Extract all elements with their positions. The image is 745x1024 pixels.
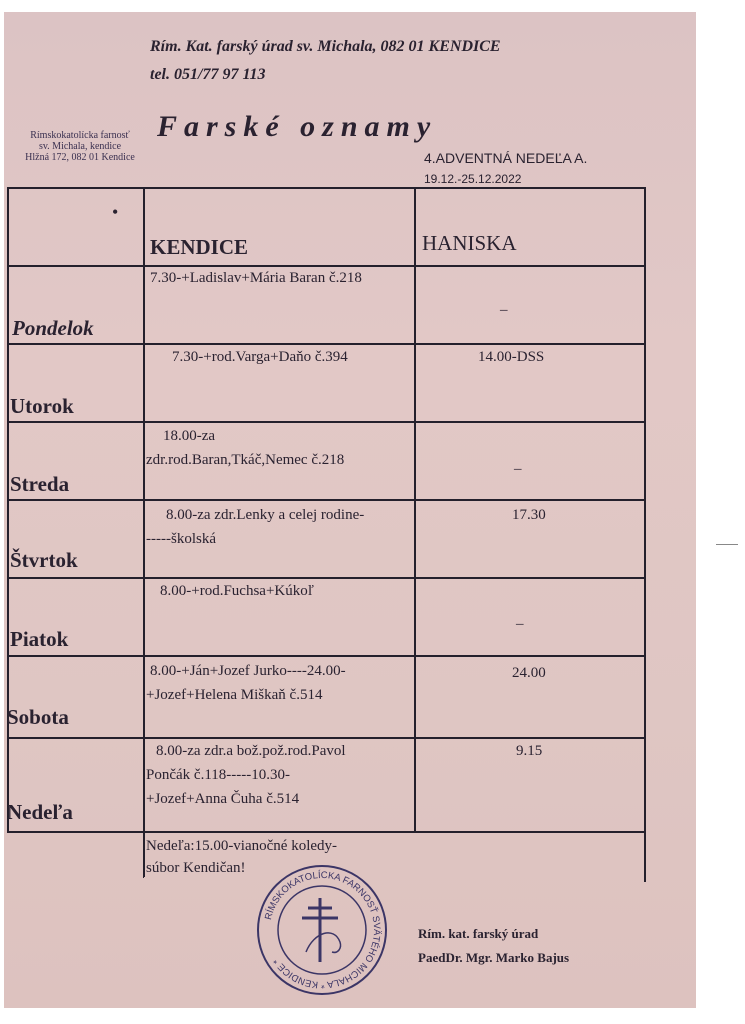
day-piatok: Piatok bbox=[10, 627, 69, 651]
kendice-mass-sobota-line-2: +Jozef+Helena Miškaň č.514 bbox=[146, 687, 323, 703]
table-divider-parish bbox=[414, 187, 416, 832]
small-stamp-line-1: Rímskokatolícka farnosť bbox=[30, 130, 130, 141]
kendice-mass-nedela-line-3: +Jozef+Anna Čuha č.514 bbox=[146, 791, 300, 807]
parish-seal bbox=[254, 862, 390, 998]
row-divider bbox=[7, 577, 646, 579]
row-divider bbox=[7, 831, 646, 833]
note-line-1: Nedeľa:15.00-vianočné koledy- bbox=[146, 838, 338, 854]
scan-edge-mark bbox=[716, 544, 738, 545]
table-border-left bbox=[7, 187, 9, 832]
note-corner bbox=[143, 877, 144, 878]
column-header-kendice: KENDICE bbox=[150, 235, 249, 259]
small-parish-stamp bbox=[10, 130, 150, 163]
week-dates: 19.12.-25.12.2022 bbox=[424, 172, 522, 186]
kendice-mass-streda-line-2: zdr.rod.Baran,Tkáč,Nemec č.218 bbox=[146, 452, 345, 468]
kendice-mass-nedela-line-1: 8.00-za zdr.a bož.pož.rod.Pavol bbox=[156, 743, 346, 759]
kendice-mass-pondelok: 7.30-+Ladislav+Mária Baran č.218 bbox=[150, 270, 362, 286]
seal-inner-ring bbox=[278, 886, 366, 974]
parish-phone: tel. 051/77 97 113 bbox=[150, 66, 266, 83]
row-divider bbox=[7, 655, 646, 657]
small-stamp-line-3: Hlžná 172, 082 01 Kendice bbox=[25, 152, 135, 163]
kendice-mass-sobota-line-1: 8.00-+Ján+Jozef Jurko----24.00- bbox=[150, 663, 346, 679]
haniska-mass-sobota: 24.00 bbox=[512, 665, 546, 681]
day-sobota: Sobota bbox=[7, 705, 69, 729]
parish-office-address: Rím. Kat. farský úrad sv. Michala, 082 01 KENDICE bbox=[150, 38, 501, 55]
seal-text: RÍMSKOKATOLÍCKA FARNOSŤ SVÄTÉHO MICHALA * KENDICE * bbox=[263, 869, 383, 991]
signature-office: Rím. kat. farský úrad bbox=[418, 926, 539, 941]
haniska-mass-stvrtok: 17.30 bbox=[512, 507, 546, 523]
week-label: 4.ADVENTNÁ NEDEĽA A. bbox=[424, 150, 588, 166]
seal-outer-ring bbox=[258, 866, 386, 994]
haniska-mass-pondelok: – bbox=[500, 302, 508, 318]
small-stamp-line-2: sv. Michala, kendice bbox=[38, 141, 122, 152]
day-stvrtok: Štvrtok bbox=[10, 548, 78, 572]
signature-scribble-icon bbox=[306, 933, 341, 953]
kendice-mass-utorok: 7.30-+rod.Varga+Daňo č.394 bbox=[172, 349, 348, 365]
day-nedela: Nedeľa bbox=[7, 800, 73, 824]
table-divider-day bbox=[143, 187, 145, 877]
kendice-mass-stvrtok-line-2: -----školská bbox=[146, 531, 216, 547]
row-divider bbox=[7, 499, 646, 501]
day-streda: Streda bbox=[10, 472, 70, 496]
haniska-mass-utorok: 14.00-DSS bbox=[478, 349, 545, 365]
haniska-mass-piatok: – bbox=[516, 616, 524, 632]
day-pondelok: Pondelok bbox=[12, 316, 94, 340]
row-divider bbox=[7, 421, 646, 423]
kendice-mass-stvrtok-line-1: 8.00-za zdr.Lenky a celej rodine- bbox=[166, 507, 365, 523]
haniska-mass-nedela: 9.15 bbox=[516, 743, 543, 759]
page-title: Farské oznamy bbox=[157, 110, 438, 143]
haniska-mass-streda: – bbox=[514, 461, 522, 477]
day-utorok: Utorok bbox=[10, 394, 74, 418]
table-border-right bbox=[644, 187, 646, 882]
column-header-haniska: HANISKA bbox=[422, 231, 517, 255]
kendice-mass-piatok: 8.00-+rod.Fuchsa+Kúkoľ bbox=[160, 583, 314, 599]
note-line-2: súbor Kendičan! bbox=[146, 860, 246, 876]
signature-priest-name: PaedDr. Mgr. Marko Bajus bbox=[418, 950, 570, 965]
kendice-mass-nedela-line-2: Pončák č.118-----10.30- bbox=[146, 767, 290, 783]
bullet-dot: • bbox=[112, 202, 119, 222]
kendice-mass-streda-line-1: 18.00-za bbox=[163, 428, 216, 444]
table-border-top bbox=[7, 187, 646, 189]
